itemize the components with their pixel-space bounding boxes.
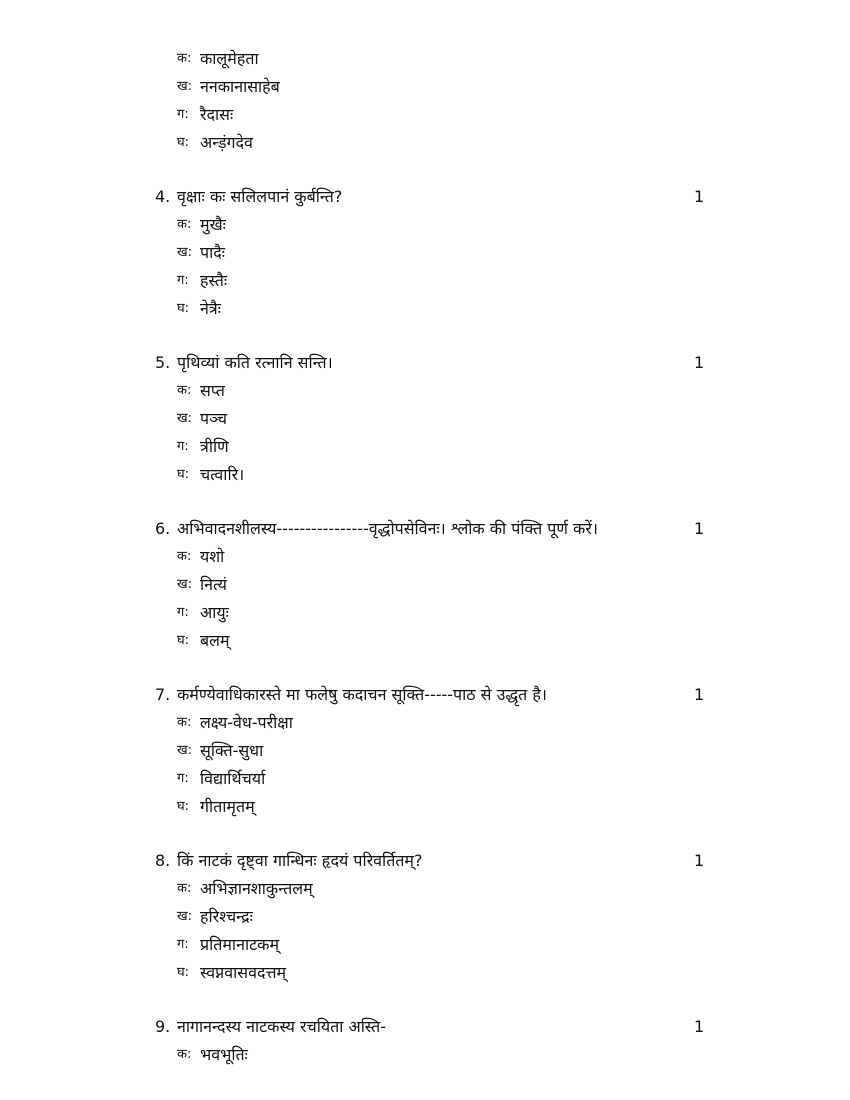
option-row bbox=[0, 931, 850, 959]
option-text: बलम् bbox=[200, 631, 230, 650]
question-number: 4. bbox=[155, 187, 171, 206]
option-row bbox=[0, 377, 850, 405]
option-label: ख: bbox=[177, 79, 193, 94]
option-label: घ: bbox=[177, 301, 190, 316]
option-row bbox=[0, 211, 850, 239]
option-label: ख: bbox=[177, 245, 193, 260]
option-text: पञ्च bbox=[200, 409, 228, 428]
question-line bbox=[0, 1013, 850, 1041]
option-label: ख: bbox=[177, 577, 193, 592]
option-label: क: bbox=[177, 549, 192, 564]
question-line bbox=[0, 681, 850, 709]
question-4 bbox=[0, 183, 850, 323]
question-text: वृक्षाः कः सलिलपानं कुर्बन्ति? bbox=[177, 187, 343, 206]
question-9 bbox=[0, 1013, 850, 1069]
option-text: हरिश्चन्द्रः bbox=[200, 907, 253, 926]
option-row bbox=[0, 267, 850, 295]
question-marks: 1 bbox=[694, 519, 705, 538]
option-label: ग: bbox=[177, 771, 189, 786]
option-row bbox=[0, 793, 850, 821]
option-label: घ: bbox=[177, 633, 190, 648]
option-label: क: bbox=[177, 1047, 192, 1062]
option-text: नेत्रैः bbox=[200, 299, 221, 318]
option-row bbox=[0, 45, 850, 73]
option-label: ख: bbox=[177, 411, 193, 426]
question-marks: 1 bbox=[694, 1017, 705, 1036]
option-row bbox=[0, 73, 850, 101]
option-label: क: bbox=[177, 383, 192, 398]
question-5 bbox=[0, 349, 850, 489]
question-line bbox=[0, 847, 850, 875]
option-text: प्रतिमानाटकम् bbox=[200, 935, 280, 954]
option-row bbox=[0, 405, 850, 433]
option-label: ग: bbox=[177, 273, 189, 288]
option-label: घ: bbox=[177, 467, 190, 482]
option-label: ग: bbox=[177, 605, 189, 620]
option-row bbox=[0, 599, 850, 627]
option-text: यशो bbox=[200, 547, 225, 566]
leading-options bbox=[0, 45, 850, 157]
option-text: नित्यं bbox=[200, 575, 227, 594]
question-7 bbox=[0, 681, 850, 821]
question-marks: 1 bbox=[694, 187, 705, 206]
question-text: कर्मण्येवाधिकारस्ते मा फलेषु कदाचन सूक्ति-----पाठ से उद्धृत है। bbox=[177, 685, 547, 704]
option-text: अन्ड़ंगदेव bbox=[200, 133, 253, 152]
option-label: ग: bbox=[177, 107, 189, 122]
option-row bbox=[0, 737, 850, 765]
question-text: अभिवादनशीलस्य----------------वृद्धोपसेविनः। श्लोक की पंक्ति पूर्ण करें। bbox=[177, 519, 598, 538]
option-row bbox=[0, 959, 850, 987]
question-text: किं नाटकं दृष्ट्वा गान्धिनः हृदयं परिवर्तितम्? bbox=[177, 851, 423, 870]
option-row bbox=[0, 571, 850, 599]
option-label: ख: bbox=[177, 743, 193, 758]
question-line bbox=[0, 183, 850, 211]
question-line bbox=[0, 349, 850, 377]
option-label: घ: bbox=[177, 799, 190, 814]
option-row bbox=[0, 295, 850, 323]
option-label: क: bbox=[177, 715, 192, 730]
option-text: हस्तैः bbox=[200, 271, 228, 290]
option-text: मुखैः bbox=[200, 215, 226, 234]
question-marks: 1 bbox=[694, 685, 705, 704]
question-number: 9. bbox=[155, 1017, 171, 1036]
option-label: क: bbox=[177, 217, 192, 232]
option-row bbox=[0, 765, 850, 793]
option-text: पादैः bbox=[200, 243, 225, 262]
option-row bbox=[0, 101, 850, 129]
option-text: कालूमेहता bbox=[200, 49, 259, 68]
option-text: चत्वारि। bbox=[200, 465, 245, 484]
option-row bbox=[0, 433, 850, 461]
option-text: अभिज्ञानशाकुन्तलम् bbox=[200, 879, 313, 898]
option-label: ग: bbox=[177, 439, 189, 454]
option-row bbox=[0, 129, 850, 157]
question-8 bbox=[0, 847, 850, 987]
option-text: स्वप्नवासवदत्तम् bbox=[200, 963, 287, 982]
option-text: भवभूतिः bbox=[200, 1045, 248, 1064]
question-marks: 1 bbox=[694, 353, 705, 372]
option-row bbox=[0, 543, 850, 571]
option-text: त्रीणि bbox=[200, 437, 229, 456]
option-row bbox=[0, 903, 850, 931]
option-label: क: bbox=[177, 51, 192, 66]
option-text: लक्ष्य-वेध-परीक्षा bbox=[200, 713, 293, 732]
option-text: गीतामृतम् bbox=[200, 797, 255, 816]
option-label: क: bbox=[177, 881, 192, 896]
option-row bbox=[0, 239, 850, 267]
question-text: नागानन्दस्य नाटकस्य रचयिता अस्ति- bbox=[177, 1017, 387, 1036]
option-text: ननकानासाहेब bbox=[200, 77, 280, 96]
option-text: सूक्ति-सुधा bbox=[200, 741, 264, 760]
option-row bbox=[0, 1041, 850, 1069]
question-number: 7. bbox=[155, 685, 171, 704]
question-number: 6. bbox=[155, 519, 171, 538]
option-text: रैदासः bbox=[200, 105, 234, 124]
question-number: 5. bbox=[155, 353, 171, 372]
option-label: घ: bbox=[177, 135, 190, 150]
option-label: ग: bbox=[177, 937, 189, 952]
question-number: 8. bbox=[155, 851, 171, 870]
option-row bbox=[0, 627, 850, 655]
option-label: ख: bbox=[177, 909, 193, 924]
option-row bbox=[0, 461, 850, 489]
option-row bbox=[0, 875, 850, 903]
option-text: आयुः bbox=[200, 603, 229, 622]
question-6 bbox=[0, 515, 850, 655]
question-text: पृथिव्यां कति रत्नानि सन्ति। bbox=[177, 353, 333, 372]
option-text: विद्यार्थिचर्या bbox=[200, 769, 266, 788]
option-label: घ: bbox=[177, 965, 190, 980]
question-marks: 1 bbox=[694, 851, 705, 870]
option-text: सप्त bbox=[200, 381, 225, 400]
question-line bbox=[0, 515, 850, 543]
option-row bbox=[0, 709, 850, 737]
